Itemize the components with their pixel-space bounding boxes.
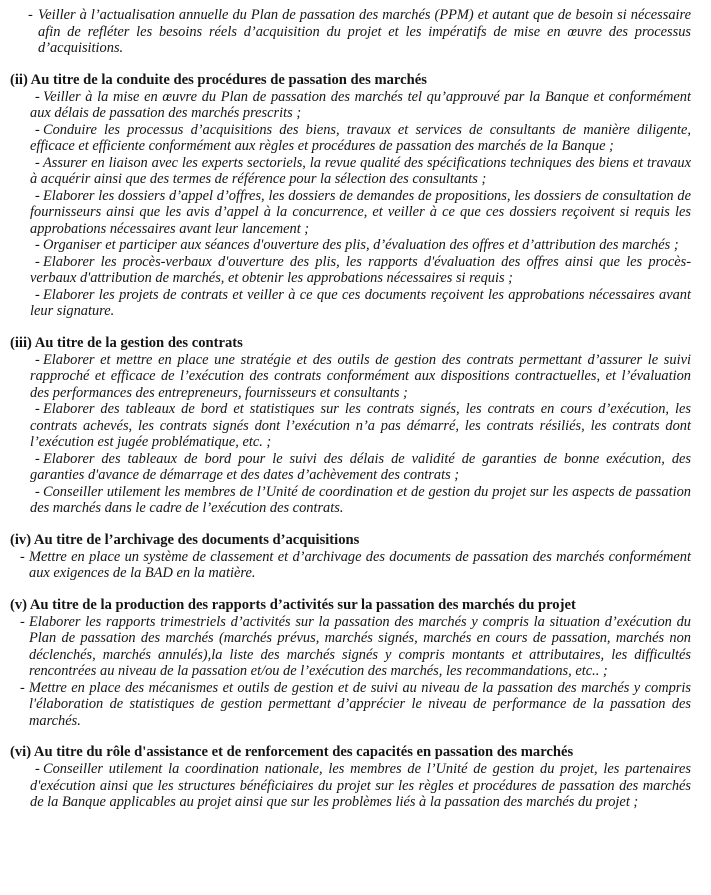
bullet-dash: - [20, 613, 25, 630]
list-item-text: Conseiller utilement les membres de l’Unité de coordination et de gestion du projet sur les aspects de passation des marchés dans le cadre de l’exécution des contrats. [30, 483, 691, 516]
list-item-text: Elaborer des tableaux de bord et statistiques sur les contrats signés, les contrats en cours d’exécution, les contrats achevés, les contrats signés dont l’exécution n’a pas démarré, les contrats résiliés, les contrats dont l’exécution est jugée problématique, etc. ; [30, 401, 691, 450]
bullet-dash: - [20, 679, 25, 696]
bullet-dash: - [28, 7, 33, 23]
list-item [10, 401, 691, 451]
bullet-dash: - [35, 286, 40, 303]
section-heading-v: (v) Au titre de la production des rapports d’activités sur la passation des marchés du projet [10, 596, 576, 613]
list-item [10, 484, 691, 517]
bullet-dash: - [35, 483, 40, 500]
bullet-dash: - [35, 253, 40, 270]
list-item [10, 254, 691, 287]
list-item-text: Veiller à la mise en œuvre du Plan de passation des marchés tel qu’approuvé par la Banque et conformément aux délais de passation des marchés prescrits ; [30, 88, 691, 121]
list-item-text: Elaborer et mettre en place une stratégie et des outils de gestion des contrats permettant d’assurer le suivi rapproché et efficace de l’exécution des contrats conformément aux dispositions contractuelles, et l’évaluation des performances des entrepreneurs, fournisseurs et consultants ; [30, 351, 691, 401]
bullet-dash: - [35, 450, 40, 467]
section-heading-iii: (iii) Au titre de la gestion des contrats [10, 334, 243, 351]
list-item [10, 89, 691, 122]
bullet-dash: - [35, 761, 40, 777]
list-item-text: Veiller à l’actualisation annuelle du Plan de passation des marchés (PPM) et autant que de besoin si nécessaire afin de refléter les besoins réels d’acquisition du projet et les impératifs de mise en œuvre des processus d’acquisitions. [38, 7, 691, 56]
bullet-dash: - [35, 401, 40, 417]
list-item-text: Mettre en place des mécanismes et outils de gestion et de suivi au niveau de la passation des marchés y compris l'élaboration de statistiques de gestion permettant d’apprécier le niveau de performance de la passation des marchés. [29, 679, 691, 729]
section-heading-ii: (ii) Au titre de la conduite des procédures de passation des marchés [10, 71, 427, 88]
list-item-text: Elaborer les rapports trimestriels d’activités sur la passation des marchés y compris la situation d’exécution du Plan de passation des marchés (marchés prévus, marchés signés, marchés en cours de passation, marchés non déclenchés, marchés annulés),la liste des marchés signés y compris montants et attributaires, les difficultés rencontrées au niveau de la passation et/ou de l’exécution des marchés, les recommandations, etc.. ; [29, 613, 691, 679]
list-item [10, 352, 691, 402]
bullet-dash: - [35, 237, 40, 253]
bullet-dash: - [35, 187, 40, 204]
list-item-text: Elaborer des tableaux de bord pour le suivi des délais de validité de garanties de bonne exécution, des garanties d'avance de démarrage et des dates d’achèvement des contrats ; [30, 450, 691, 483]
bullet-dash: - [35, 121, 40, 138]
list-item-text: Conseiller utilement la coordination nationale, les membres de l’Unité de gestion du projet, les partenaires d'exécution ainsi que les structures bénéficiaires du projet sur les règles et procédures de passation des marchés de la Banque applicables au projet ainsi que sur les problèmes liés à la passation des marchés du projet ; [30, 761, 691, 810]
list-item-text: Mettre en place un système de classement et d’archivage des documents de passation des marchés conformément aux exigences de la BAD en la matière. [29, 548, 691, 581]
list-item [10, 122, 691, 155]
list-item-text: Organiser et participer aux séances d'ouverture des plis, d’évaluation des offres et d’attribution des marchés ; [43, 237, 679, 253]
bullet-dash: - [35, 351, 40, 368]
list-item [10, 155, 691, 188]
list-item-text: Elaborer les procès-verbaux d'ouverture des plis, les rapports d'évaluation des offres ainsi que les procès-verbaux d'attribution de marchés, et obtenir les approbations nécessaires si requis ; [30, 253, 691, 286]
list-item [10, 7, 691, 57]
bullet-dash: - [35, 88, 40, 105]
list-item-text: Conduire les processus d’acquisitions des biens, travaux et services de consultants de manière diligente, efficace et efficiente conformément aux règles et procédures de passation des marchés de la Banque ; [30, 121, 691, 154]
list-item [10, 680, 691, 730]
list-item [10, 451, 691, 484]
section-heading-vi: (vi) Au titre du rôle d'assistance et de renforcement des capacités en passation des marchés [10, 744, 574, 760]
list-item [10, 287, 691, 320]
list-item-text: Elaborer les projets de contrats et veiller à ce que ces documents reçoivent les approbations nécessaires avant leur signature. [30, 286, 691, 319]
section-heading-iv: (iv) Au titre de l’archivage des documents d’acquisitions [10, 531, 360, 548]
list-item-text: Elaborer les dossiers d’appel d’offres, les dossiers de demandes de propositions, les dossiers de consultation de fournisseurs ainsi que les avis d’appel à la concurrence, et veiller à ce que ces dossiers reçoivent si requis les approbations nécessaires avant leur lancement ; [30, 187, 691, 237]
list-item [10, 237, 691, 254]
list-item-text: Assurer en liaison avec les experts sectoriels, la revue qualité des spécifications techniques des biens et travaux à acquérir ainsi que des termes de référence pour la sélection des consultants ; [30, 154, 691, 187]
list-item [10, 549, 691, 582]
list-item [10, 188, 691, 238]
list-item [10, 614, 691, 680]
list-item [10, 761, 691, 811]
bullet-dash: - [20, 548, 25, 565]
bullet-dash: - [35, 154, 40, 171]
